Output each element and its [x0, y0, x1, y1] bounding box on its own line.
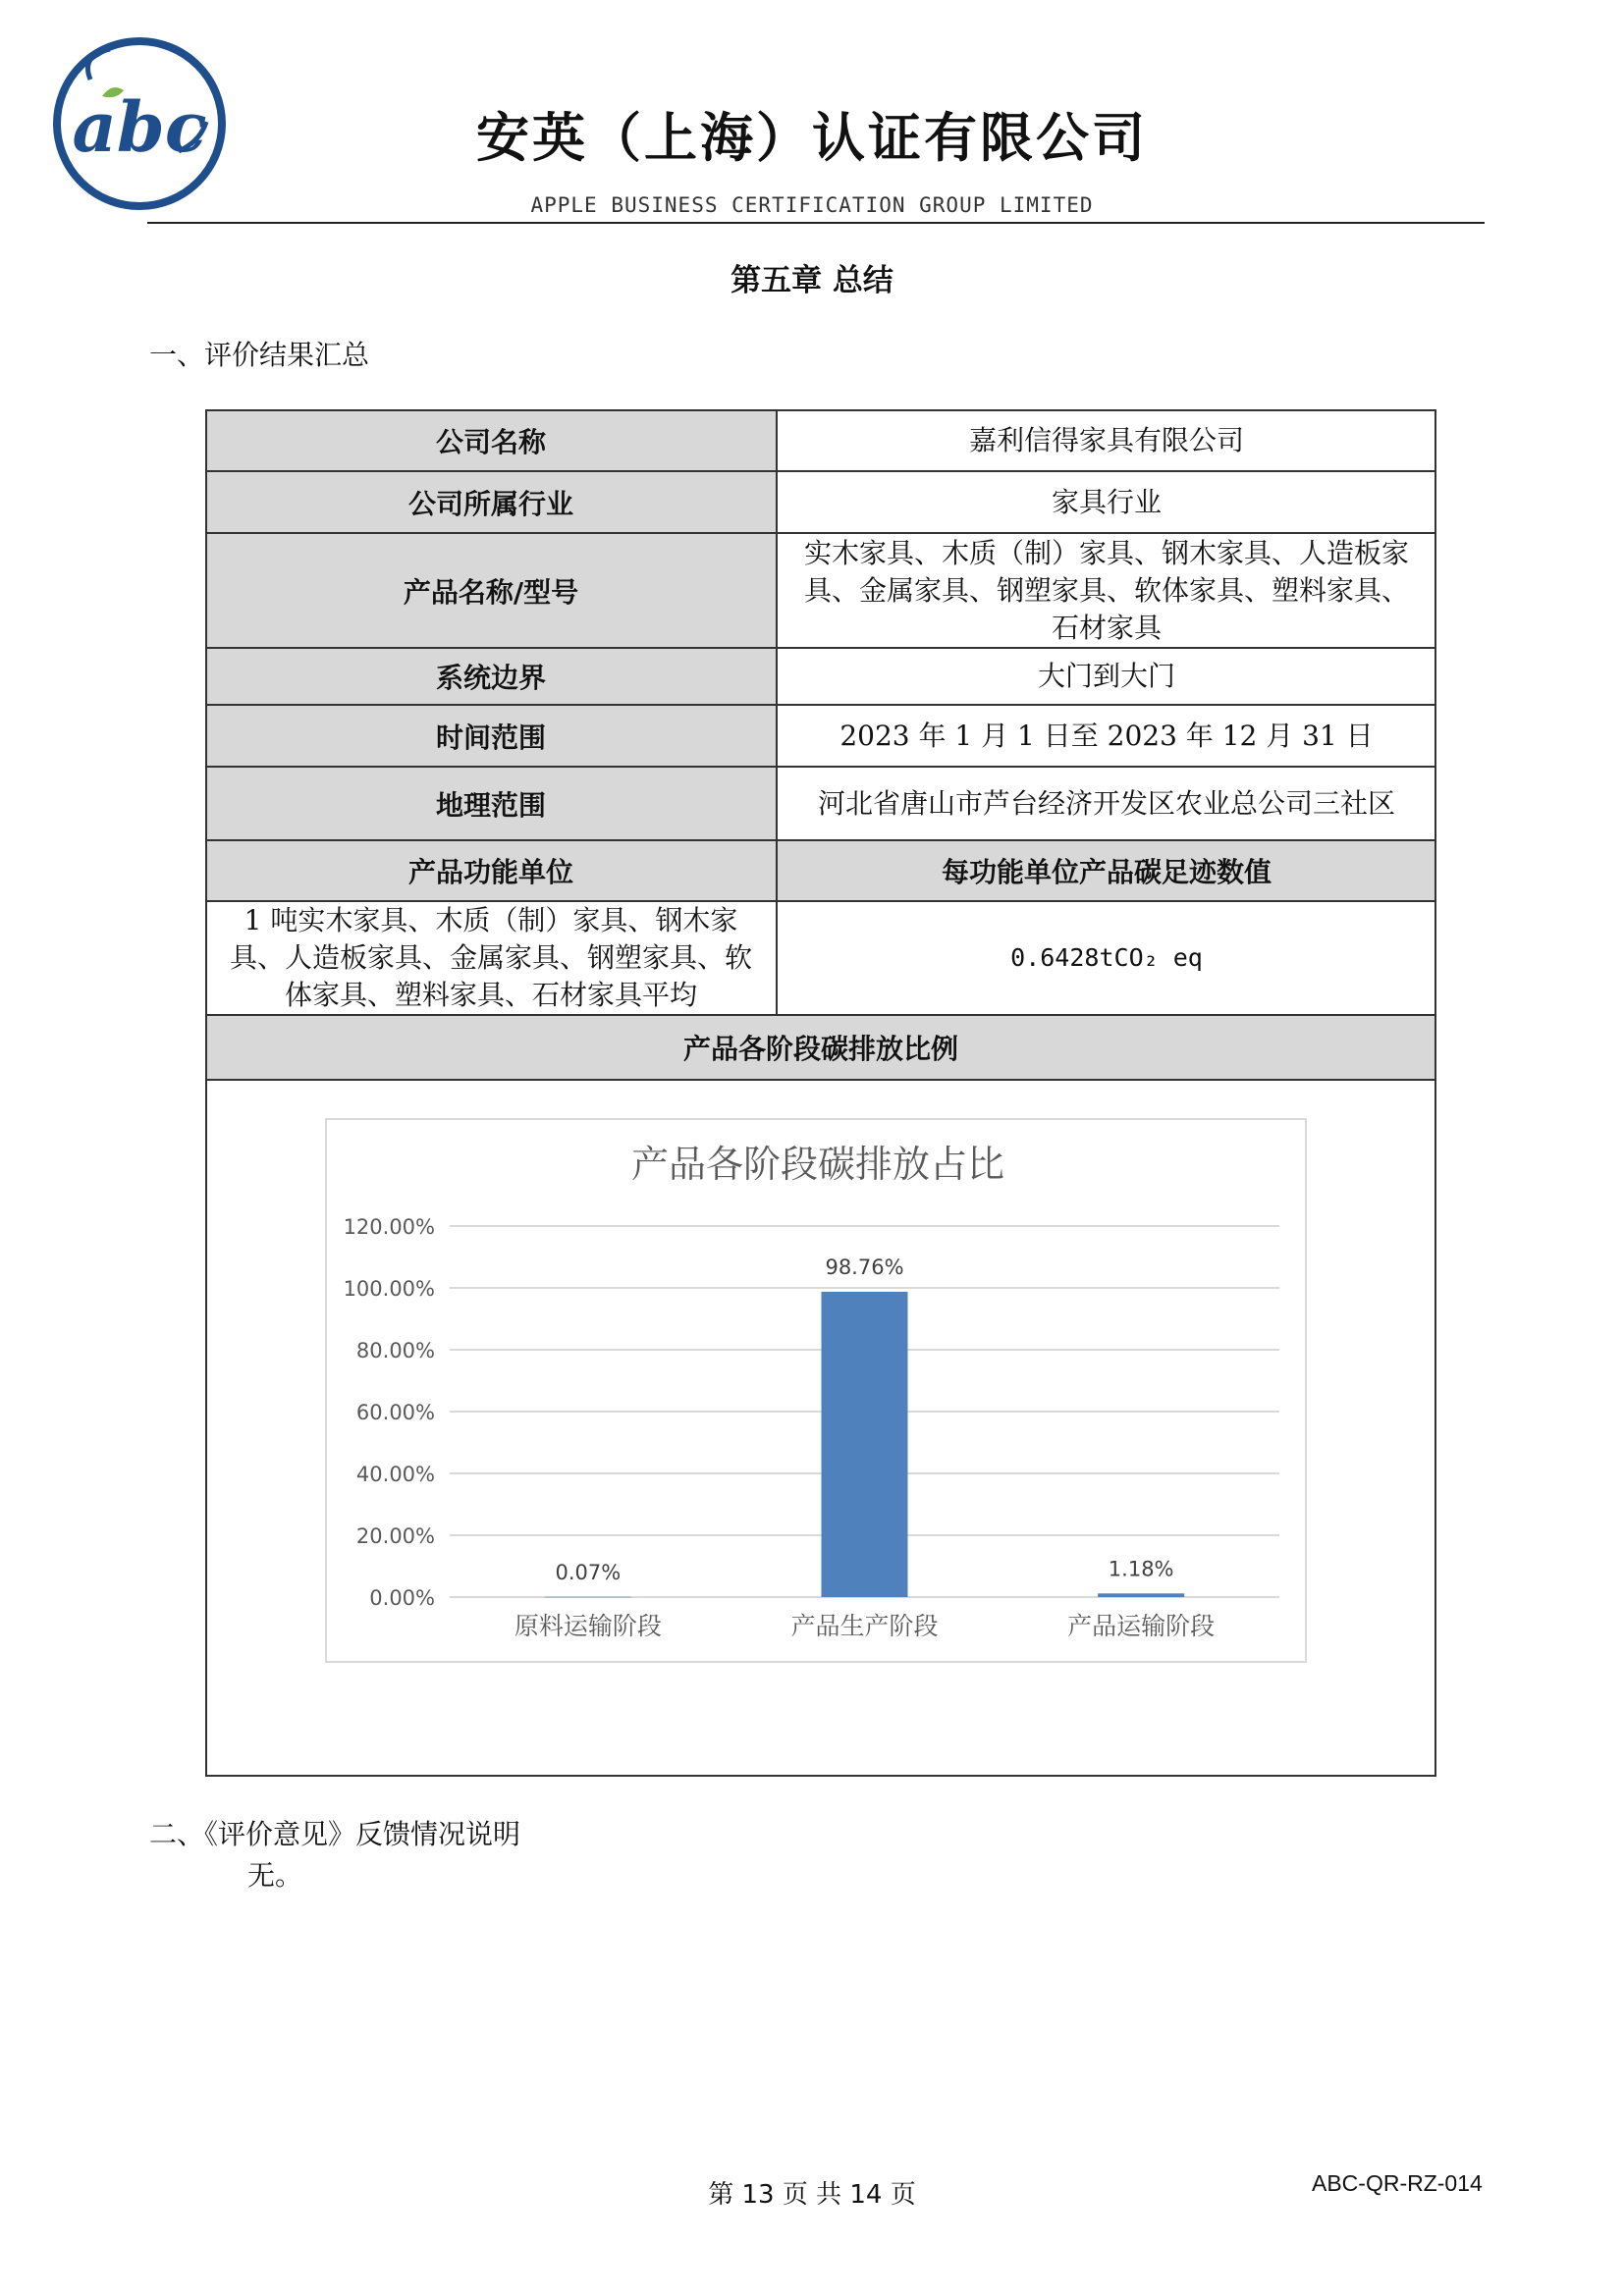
y-tick-label: 0.00% — [369, 1586, 435, 1610]
section-heading-feedback: 二、《评价意见》反馈情况说明 — [149, 1818, 521, 1850]
chart-bar — [822, 1292, 908, 1597]
table-value-geo-range: 河北省唐山市芦台经济开发区农业总公司三社区 — [817, 786, 1395, 820]
table-label-time-range: 时间范围 — [205, 705, 777, 767]
y-tick-label: 40.00% — [355, 1463, 435, 1486]
y-tick-label: 100.00% — [343, 1277, 435, 1301]
table-header-chart-section: 产品各阶段碳排放比例 — [205, 1015, 1436, 1080]
table-header-carbon-value: 每功能单位产品碳足迹数值 — [777, 840, 1436, 901]
bar-data-label: 1.18% — [1108, 1557, 1174, 1581]
chart-bar — [545, 1597, 631, 1598]
feedback-body: 无。 — [247, 1859, 303, 1892]
y-tick-label: 60.00% — [355, 1401, 435, 1424]
y-tick-label: 120.00% — [343, 1215, 435, 1239]
company-name: 安英（上海）认证有限公司 — [476, 106, 1148, 169]
stage-emission-chart — [325, 1118, 1307, 1663]
table-value-industry: 家具行业 — [1051, 485, 1162, 518]
header-divider — [147, 222, 1485, 224]
table-label-company-name: 公司名称 — [205, 409, 777, 471]
table-value-system-boundary: 大门到大门 — [1037, 660, 1175, 692]
table-value-time-range: 2023 年 1 月 1 日至 2023 年 12 月 31 日 — [839, 719, 1374, 752]
y-tick-label: 80.00% — [355, 1339, 435, 1362]
chapter-title: 第五章 总结 — [731, 263, 893, 298]
chart-title: 产品各阶段碳排放占比 — [630, 1143, 1005, 1186]
chart-canvas — [327, 1120, 1309, 1665]
bar-data-label: 0.07% — [555, 1560, 622, 1584]
x-category-label: 产品生产阶段 — [790, 1612, 939, 1640]
table-label-system-boundary: 系统边界 — [205, 648, 777, 705]
table-label-product: 产品名称/型号 — [205, 533, 777, 648]
table-value-functional-unit: 1 吨实木家具、木质（制）家具、钢木家具、人造板家具、金属家具、钢塑家具、软体家具、塑料家具、石材家具平均 — [229, 904, 752, 1011]
y-tick-label: 20.00% — [355, 1524, 435, 1548]
table-value-carbon-footprint: 0.6428tCO₂ eq — [1010, 943, 1203, 972]
bar-data-label: 98.76% — [825, 1255, 904, 1279]
document-code: ABC-QR-RZ-014 — [1312, 2170, 1483, 2196]
table-value-product: 实木家具、木质（制）家具、钢木家具、人造板家具、金属家具、钢塑家具、软体家具、塑料家具、石材家具 — [803, 536, 1409, 644]
section-heading-results: 一、评价结果汇总 — [149, 339, 370, 371]
chart-bar — [1098, 1593, 1184, 1597]
logo-text: abc — [72, 86, 207, 168]
table-value-company-name: 嘉利信得家具有限公司 — [968, 423, 1244, 456]
table-label-industry: 公司所属行业 — [205, 471, 777, 533]
x-category-label: 原料运输阶段 — [514, 1612, 662, 1640]
x-category-label: 产品运输阶段 — [1067, 1612, 1216, 1640]
table-header-functional-unit: 产品功能单位 — [205, 840, 777, 901]
page-number: 第 13 页 共 14 页 — [708, 2180, 916, 2210]
company-name-english: APPLE BUSINESS CERTIFICATION GROUP LIMITED — [530, 193, 1094, 217]
table-label-geo-range: 地理范围 — [205, 767, 777, 840]
